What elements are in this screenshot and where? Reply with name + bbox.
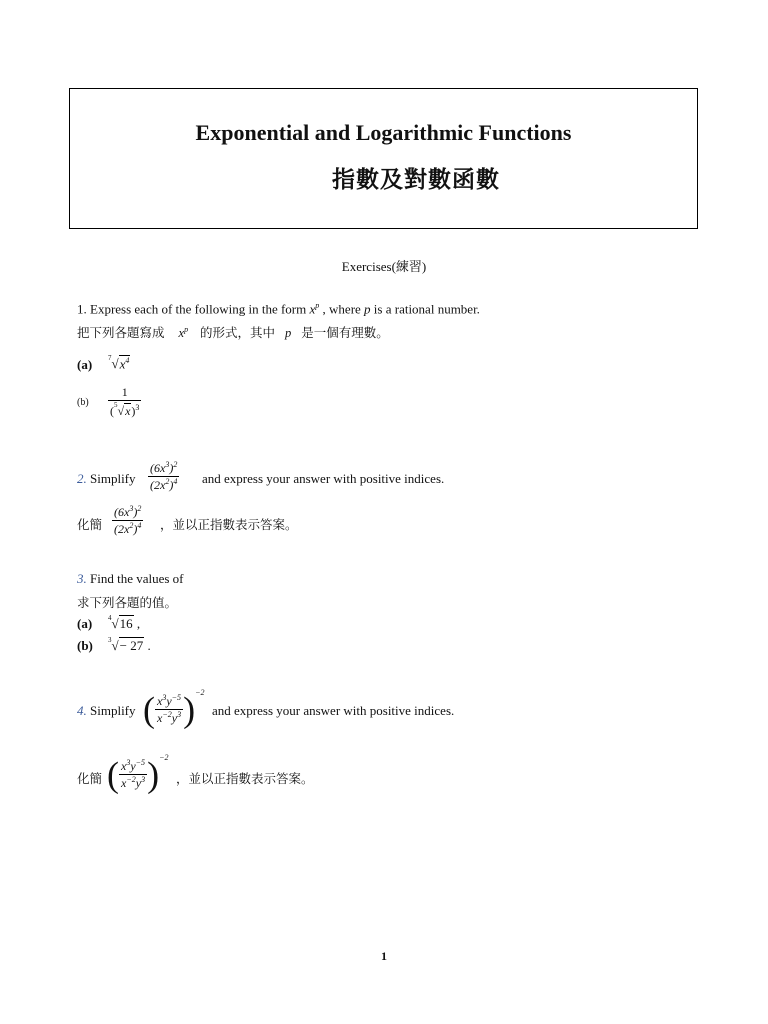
q4-tail: and express your answer with positive indices. — [212, 703, 455, 718]
q2-den-exp: 4 — [173, 477, 178, 486]
q1a-expression: $^7√x^4$ — [108, 354, 130, 371]
q2-verb: Simplify — [86, 471, 136, 486]
q2-zh-denominator — [112, 520, 143, 537]
q4-num-y: y — [166, 693, 172, 708]
q3a-radicand: 16 — [119, 616, 133, 631]
page-number: 1 — [381, 949, 387, 963]
q1a-root-index: 7 — [108, 354, 112, 362]
q4-zh-left-paren: ( — [107, 754, 119, 795]
q4-number: 4. — [77, 703, 87, 718]
q2-numerator — [148, 460, 179, 476]
q2-zh-fraction — [112, 504, 143, 537]
q4-den-y-exp: 3 — [177, 709, 182, 719]
q4-zh-denominator — [119, 774, 147, 791]
q4-numerator — [155, 693, 183, 709]
title-chinese: 指數及對數函數 — [332, 167, 500, 193]
q1a-label: (a) — [77, 357, 93, 372]
q3b-radicand: − 27 — [119, 638, 144, 653]
q4-zh-outer-exp: −2 — [159, 753, 169, 762]
q2-den-base: (2x — [150, 478, 166, 492]
q2-zh-num-inner-exp: 3 — [129, 504, 134, 513]
q2-fraction — [148, 460, 179, 493]
q4-den-x: x — [157, 710, 163, 725]
q3-number: 3. — [77, 571, 87, 586]
q4-verb: Simplify — [86, 703, 136, 718]
q1b-denominator: $(^5√x)^3$ — [110, 401, 140, 418]
q4-zh-den-x: x — [121, 775, 127, 790]
q1a-base: x — [119, 356, 126, 371]
q4-zh-num-x-exp: 3 — [126, 757, 131, 767]
q4-left-paren: ( — [143, 689, 155, 730]
q4-right-paren: ) — [183, 689, 196, 730]
q3-text: Find the values of — [86, 571, 184, 586]
q4-zh-fraction — [119, 758, 147, 791]
q3a-label: (a) — [77, 616, 93, 631]
q4-zh-tail: ，並以正指數表示答案。 — [176, 771, 314, 786]
title-english: Exponential and Logarithmic Functions — [195, 120, 572, 145]
q2-zh-den-base: (2x — [114, 522, 130, 536]
q4-fraction — [155, 693, 183, 726]
q1-en-pre: 1. Express each of the following in the form — [77, 301, 310, 317]
exercises-heading: Exercises(練習) — [341, 259, 427, 274]
q2-num-exp: 2 — [173, 460, 178, 469]
q2-zh-den-inner-exp: 2 — [129, 521, 134, 530]
q2-num-inner-exp: 3 — [165, 460, 170, 469]
q3a-root-index: 4 — [108, 614, 112, 622]
q3-text-zh: 求下列各題的值。 — [77, 595, 178, 610]
q3a-expression: $^4$√16 , — [108, 614, 141, 631]
q4-den-y: y — [171, 710, 178, 725]
q2-num-close: ) — [169, 461, 174, 475]
q1b-den-close: ) — [131, 404, 136, 418]
q4-num-y-exp: −5 — [171, 692, 182, 702]
q4-zh-pre: 化簡 — [77, 771, 103, 786]
q2-zh-pre: 化簡 — [77, 517, 103, 532]
q1-zh-x: x — [178, 326, 185, 340]
q1-en-p: p — [364, 301, 371, 317]
q4-zh-num-y-exp: −5 — [135, 757, 146, 767]
q1a-radicand — [119, 355, 131, 372]
q4-expression — [143, 688, 205, 730]
q1b-den-open: ( — [110, 404, 114, 418]
q2-zh-num-exp: 2 — [137, 504, 142, 513]
q2-label — [77, 471, 136, 487]
q2-zh-num-base: (6x — [114, 505, 130, 519]
q1b-numerator: 1 — [121, 385, 128, 399]
q1-text-zh — [77, 323, 389, 341]
q2-zh-numerator — [112, 504, 143, 520]
q2-zh-den-exp: 4 — [137, 521, 142, 530]
q1-en-x: x — [309, 301, 316, 317]
q3a-tail: , — [133, 616, 141, 631]
q1-zh-post: 是一個有理數。 — [301, 325, 389, 340]
q2-zh-den-close: ) — [133, 522, 138, 536]
q2-zh-num-close: ) — [133, 505, 138, 519]
q2-den-close: ) — [169, 478, 174, 492]
q4-den-x-exp: −2 — [162, 709, 172, 719]
q4-zh-den-y-exp: 3 — [141, 774, 146, 784]
q1b-radicand: x — [125, 404, 131, 418]
q1a-exp: 4 — [125, 355, 130, 365]
q4-zh-numerator — [119, 758, 147, 774]
q1-zh-p-exp: p — [184, 324, 189, 334]
q1-en-p-exp: p — [315, 301, 320, 310]
q2-num-base: (6x — [150, 461, 166, 475]
q4-zh-num-x: x — [121, 758, 127, 773]
q2-zh-tail: ，並以正指數表示答案。 — [160, 517, 298, 532]
q2-number: 2. — [77, 471, 87, 486]
q4-label — [77, 703, 136, 719]
q3b-expression: $^3$√− 27 . — [108, 636, 151, 653]
q4-denominator — [155, 709, 183, 726]
q1-text-en — [77, 301, 480, 317]
q3b-root-index: 3 — [108, 636, 112, 644]
q4-num-x: x — [157, 693, 163, 708]
q4-outer-exp: −2 — [195, 688, 205, 697]
q4-zh-num-y: y — [130, 758, 136, 773]
q3b-label: (b) — [77, 638, 93, 653]
q4-zh-den-y: y — [135, 775, 142, 790]
q1b-root-index: 5 — [114, 401, 118, 409]
q1-en-post: , where — [319, 301, 365, 317]
title-box — [69, 88, 698, 229]
q4-num-x-exp: 3 — [162, 692, 167, 702]
q4-zh-expression — [107, 753, 169, 795]
q1b-label: (b) — [77, 397, 89, 408]
q4-zh-den-x-exp: −2 — [126, 774, 136, 784]
q2-tail: and express your answer with positive indices. — [202, 471, 445, 486]
q1-zh-p: p — [285, 326, 292, 340]
q4-zh-right-paren: ) — [147, 754, 160, 795]
q1b-fraction — [108, 385, 141, 419]
q2-denominator — [148, 476, 179, 493]
q1-en-post2: is a rational number. — [370, 301, 480, 317]
q3b-tail: . — [144, 638, 151, 653]
q1-zh-pre: 把下列各題寫成 — [77, 325, 165, 340]
q2-den-inner-exp: 2 — [165, 477, 170, 486]
q1-zh-mid: 的形式，其中 — [200, 325, 276, 340]
q3-text-en — [77, 571, 184, 587]
q1b-den-exp: 3 — [135, 403, 140, 412]
